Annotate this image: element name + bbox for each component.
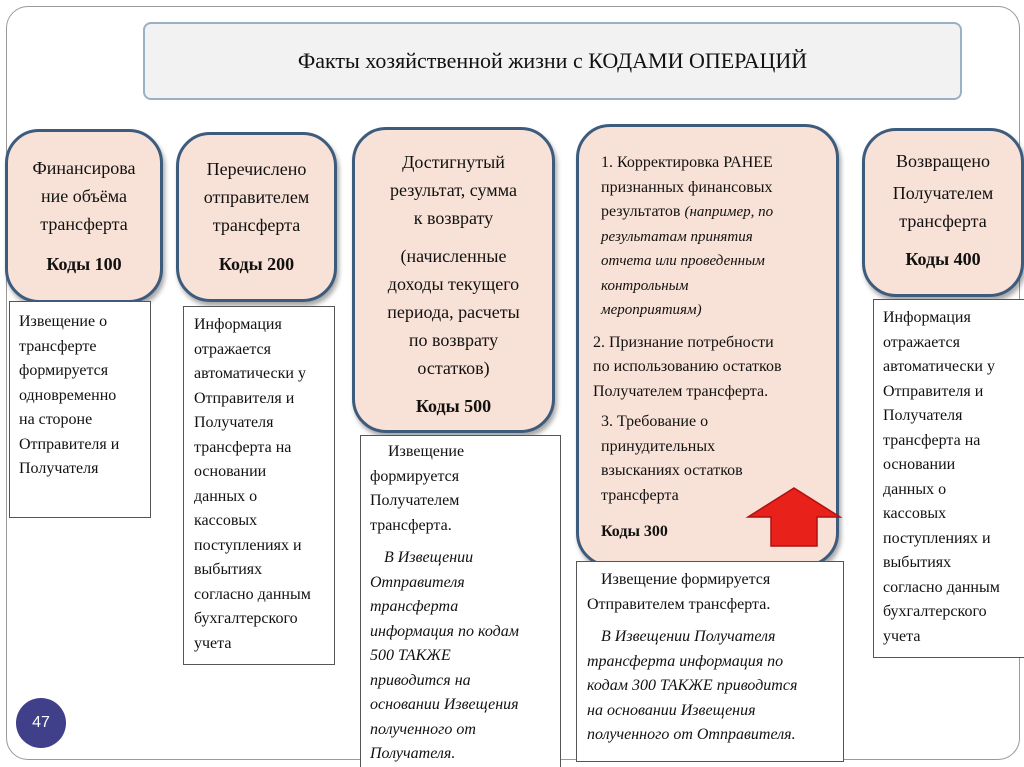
note-line: Извещение: [388, 443, 465, 460]
box-line: результат, сумма: [390, 180, 517, 200]
slide-number: 47: [32, 714, 50, 731]
note-line: поступлениях и: [194, 536, 302, 554]
note-line: Отправителем трансферта.: [587, 595, 771, 613]
note-line: Получателя: [19, 460, 99, 477]
box-transferred: [176, 132, 337, 302]
box-line: Финансирова: [32, 158, 136, 178]
page-title: [143, 22, 962, 100]
note-line: Извещение о: [19, 313, 108, 330]
item1-line: признанных финансовых: [601, 178, 773, 196]
note-line: формируется: [19, 362, 109, 379]
box-line: трансферта: [40, 214, 128, 234]
code-label: Коды 300: [601, 523, 668, 540]
box-detail-line: остатков): [417, 358, 490, 378]
note-italic-line: Получателя.: [370, 745, 456, 762]
note-line: трансферта на: [194, 438, 292, 456]
box-line: к возврату: [413, 208, 494, 228]
box-achieved-result: [352, 127, 555, 433]
note-line: Отправителя и: [19, 435, 120, 453]
note-line: согласно данным: [194, 585, 311, 603]
note-line: бухгалтерского: [883, 603, 987, 620]
note-line: поступлениях и: [883, 529, 991, 547]
note-line: основании: [194, 463, 267, 480]
note-italic-line: информация по кодам: [370, 622, 519, 640]
note-financing: [9, 301, 151, 518]
note-italic-line: В Извещении: [384, 549, 474, 566]
note-achieved-result: [360, 435, 561, 767]
note-line: трансферте: [19, 337, 97, 355]
box-returned: [862, 128, 1024, 297]
note-line: Получателя: [194, 414, 274, 431]
box-line: трансферта: [899, 211, 987, 231]
note-adjustments: [576, 561, 844, 762]
up-arrow-icon: [744, 485, 844, 549]
item1-line: 1. Корректировка РАНЕЕ: [601, 154, 773, 171]
item2-line: 2. Признание потребности: [593, 333, 774, 351]
box-line: Достигнутый: [402, 152, 505, 172]
code-label: Коды 400: [905, 249, 981, 269]
note-line: одновременно: [19, 386, 117, 404]
item1-line: результатов: [601, 203, 681, 220]
note-line: кассовых: [883, 505, 947, 522]
box-detail-line: доходы текущего: [387, 274, 520, 294]
note-line: выбытиях: [194, 561, 263, 578]
title-text: Факты хозяйственной жизни с КОДАМИ ОПЕРАЦИЙ: [297, 48, 808, 73]
item1-note: результатам принятия: [601, 228, 753, 245]
note-line: кассовых: [194, 512, 258, 529]
box-line: отправителем: [203, 187, 310, 207]
note-line: выбытиях: [883, 554, 952, 571]
note-line: Отправителя и: [194, 389, 295, 407]
note-italic-line: основании Извещения: [370, 696, 519, 713]
code-label: Коды 500: [415, 396, 492, 416]
box-financing: [5, 129, 163, 303]
note-line: данных о: [883, 480, 947, 498]
note-italic-line: трансферта информация по: [587, 652, 784, 670]
box-detail-line: периода, расчеты: [387, 302, 520, 322]
box-detail-line: (начисленные: [400, 246, 507, 266]
item1-note: контрольным: [601, 277, 689, 294]
note-line: согласно данным: [883, 578, 1000, 596]
note-italic-line: трансферта: [370, 598, 459, 615]
note-line: формируется: [370, 467, 460, 485]
note-italic-line: кодам 300 ТАКЖЕ приводится: [587, 677, 798, 694]
note-italic-line: 500 ТАКЖЕ: [370, 647, 451, 664]
note-line: отражается: [883, 333, 960, 351]
item2-line: по использованию остатков: [593, 358, 782, 375]
note-italic-line: В Извещении Получателя: [601, 628, 776, 645]
note-returned: [873, 299, 1024, 658]
note-line: автоматически у: [194, 365, 306, 382]
note-line: отражается: [194, 340, 271, 358]
box-line: Возвращено: [895, 151, 991, 171]
box-line: Получателем: [892, 183, 994, 203]
item3-line: трансферта: [601, 486, 679, 504]
note-italic-line: на основании Извещения: [587, 701, 756, 719]
code-label: Коды 200: [218, 254, 295, 274]
note-transferred: [183, 306, 335, 665]
box-detail-line: по возврату: [408, 330, 499, 350]
item3-line: 3. Требование о: [601, 413, 709, 430]
box-line: ние объёма: [40, 186, 128, 206]
note-italic-line: полученного от: [370, 720, 476, 738]
note-line: Отправителя и: [883, 382, 984, 400]
note-line: на стороне: [19, 411, 93, 428]
note-line: автоматически у: [883, 358, 995, 375]
note-line: Получателем: [370, 492, 460, 509]
note-line: трансферта на: [883, 431, 981, 449]
note-line: учета: [194, 634, 232, 652]
note-line: Информация: [194, 316, 282, 333]
note-line: данных о: [194, 487, 258, 505]
note-italic-line: Отправителя: [370, 573, 465, 591]
note-line: Извещение формируется: [601, 571, 771, 588]
box-line: трансферта: [212, 215, 301, 235]
slide-number-badge: [16, 698, 66, 748]
item3-line: принудительных: [601, 437, 716, 455]
code-label: Коды 100: [46, 254, 122, 274]
note-italic-line: полученного от Отправителя.: [587, 726, 796, 743]
note-line: бухгалтерского: [194, 610, 298, 627]
item2-line: Получателем трансферта.: [593, 382, 769, 400]
note-line: трансферта.: [370, 516, 452, 534]
box-line: Перечислено: [206, 159, 307, 179]
note-line: Информация: [883, 309, 971, 326]
item1-note: (например, по: [684, 204, 774, 220]
item1-note: отчета или проведенным: [601, 253, 765, 269]
note-line: основании: [883, 456, 956, 473]
item3-line: взысканиях остатков: [601, 462, 743, 479]
note-italic-line: приводится на: [370, 671, 471, 689]
item1-note: мероприятиям): [601, 302, 702, 318]
note-line: учета: [883, 627, 921, 645]
note-line: Получателя: [883, 407, 963, 424]
